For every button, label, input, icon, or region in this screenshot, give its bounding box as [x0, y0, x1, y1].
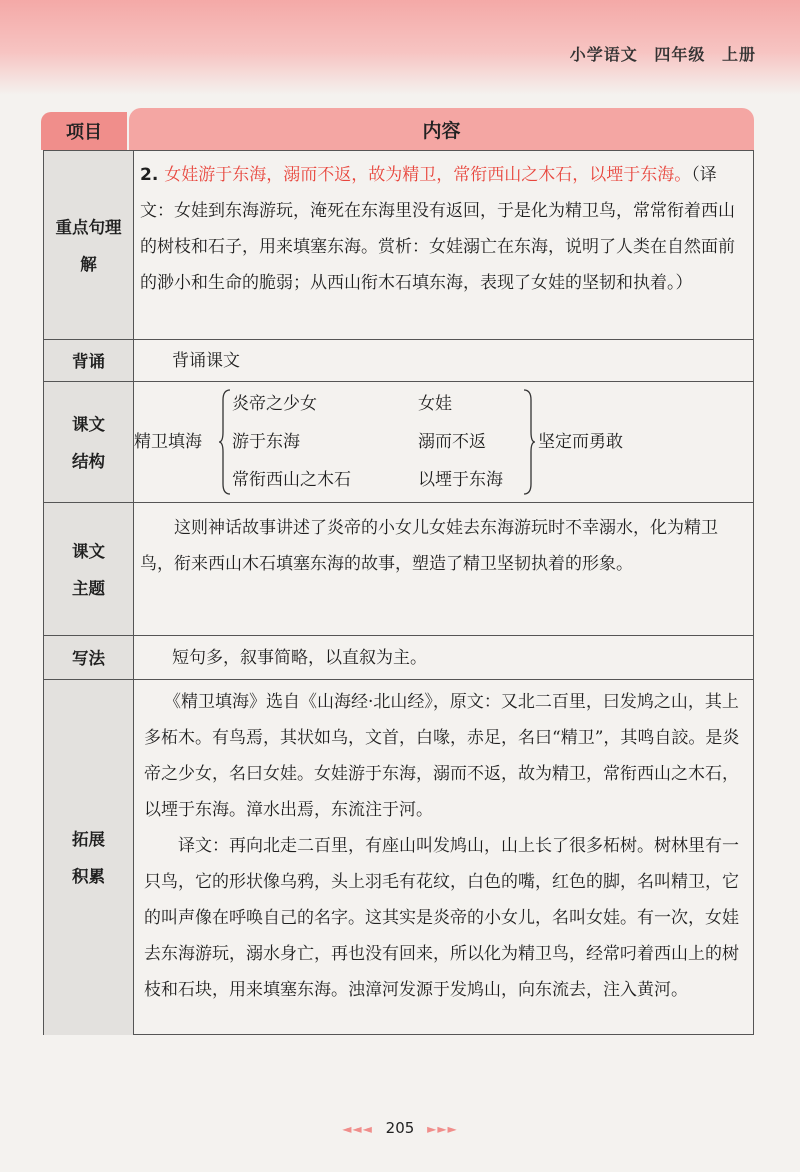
row-content: 这则神话故事讲述了炎帝的小女儿女娃去东海游玩时不幸溺水，化为精卫鸟，衔来西山木石填塞东海的故事，塑造了精卫坚韧执着的形象。	[140, 518, 718, 574]
left-item: 炎帝之少女	[232, 394, 317, 414]
table-row-theme	[44, 502, 753, 636]
row-content: 背诵课文	[172, 351, 240, 371]
row-label: 课文主题	[44, 503, 134, 636]
next-arrows-icon: ►►►	[427, 1122, 458, 1136]
page-number: 205	[385, 1119, 415, 1137]
classical-original: 《精卫填海》选自《山海经·北山经》，原文：又北二百里，曰发鸠之山，其上多柘木。有鸟焉，其状如乌，文首，白喙，赤足，名曰“精卫”，其鸣自詨。是炎帝之少女，名曰女娃。女娃游于东海，溺而不返，故为精卫，常衔西山之木石，以堙于东海。漳水出焉，东流注于河。	[144, 692, 740, 820]
structure-title: 精卫填海	[134, 432, 202, 452]
prev-arrows-icon: ◄◄◄	[342, 1122, 373, 1136]
grade: 四年级	[654, 45, 706, 64]
column-header-item: 项目	[41, 112, 127, 150]
table-row-extension	[44, 679, 753, 1035]
row-content	[140, 157, 741, 301]
row-label: 写法	[44, 636, 134, 680]
table-row-recite	[44, 339, 753, 382]
structure-conclusion: 坚定而勇敢	[538, 432, 623, 452]
table-row-writing	[44, 635, 753, 680]
book-header	[570, 42, 756, 65]
item-number: 2.	[140, 165, 159, 185]
left-brace-icon	[218, 388, 232, 496]
right-item: 女娃	[418, 394, 452, 414]
right-item: 以堙于东海	[418, 470, 503, 490]
modern-translation: 译文：再向北走二百里，有座山叫发鸠山，山上长了很多柘树。树林里有一只鸟，它的形状像乌鸦，头上羽毛有花纹，白色的嘴，红色的脚，名叫精卫，它的叫声像在呼唤自己的名字。这其实是炎帝的小女儿，名叫女娃。有一次，女娃去东海游玩，溺水身亡，再也没有回来，所以化为精卫鸟，经常叼着西山上的树枝和石块，用来填塞东海。浊漳河发源于发鸠山，向东流去，注入黄河。	[144, 836, 739, 1000]
row-label: 课文结构	[44, 382, 134, 503]
row-content	[144, 684, 741, 1008]
right-brace-icon	[522, 388, 536, 496]
right-item: 溺而不返	[418, 432, 486, 452]
subject: 小学语文	[569, 45, 638, 64]
key-explanation: （译文：女娃到东海游玩，淹死在东海里没有返回，于是化为精卫鸟，常常衔着西山的树枝和石子，用来填塞东海。赏析：女娃溺亡在东海，说明了人类在自然面前的渺小和生命的脆弱；从西山衔木石填东海，表现了女娃的坚韧和执着。）	[140, 165, 735, 293]
left-item: 游于东海	[232, 432, 300, 452]
left-item: 常衔西山之木石	[232, 470, 351, 490]
key-quote: 女娃游于东海，溺而不返，故为精卫，常衔西山之木石，以堙于东海。	[164, 165, 692, 185]
table-row-structure	[44, 381, 753, 503]
column-header-content: 内容	[129, 108, 754, 150]
page-footer	[0, 1119, 800, 1137]
row-label: 重点句理解	[44, 151, 134, 340]
volume: 上册	[721, 45, 756, 64]
row-content: 短句多，叙事简略，以直叙为主。	[172, 648, 427, 668]
row-label: 背诵	[44, 340, 134, 382]
table-body	[43, 150, 754, 1035]
table-row-key-sentence	[44, 150, 753, 340]
study-table	[41, 104, 754, 1034]
row-label: 拓展积累	[44, 680, 134, 1035]
